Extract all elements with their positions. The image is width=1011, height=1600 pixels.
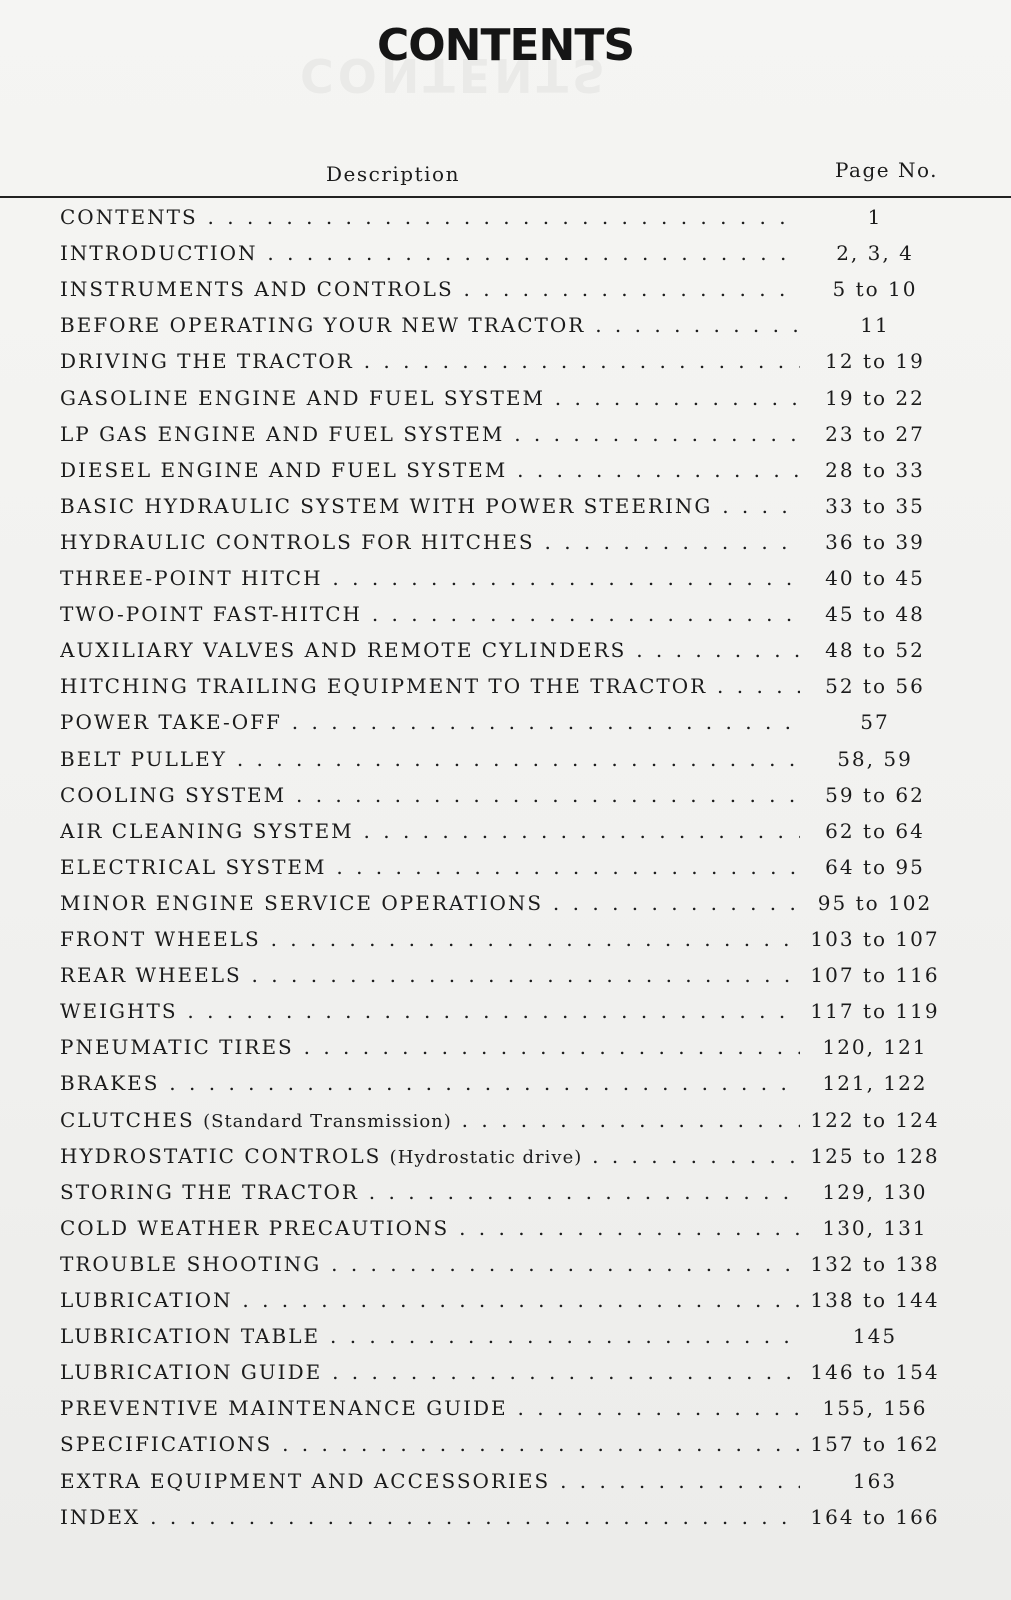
- toc-entry: [60, 525, 950, 559]
- toc-entry-title: [60, 602, 800, 626]
- toc-entry-pages: 132 to 138: [810, 1251, 940, 1276]
- toc-entry-title: [60, 999, 800, 1023]
- toc-entry-title: [60, 386, 800, 410]
- toc-entry-label: TROUBLE SHOOTING: [60, 1251, 322, 1276]
- toc-entry: [60, 489, 950, 523]
- toc-entry: [60, 922, 950, 956]
- toc-entry-pages: 120, 121: [822, 1035, 928, 1060]
- toc-entry-pages: 95 to 102: [817, 890, 933, 915]
- toc-entry-pages: 57: [860, 710, 890, 735]
- toc-entry-title: [60, 241, 800, 265]
- toc-entry-title: [60, 1324, 800, 1348]
- toc-entry-title: [60, 927, 800, 951]
- description-column-header: Description: [326, 162, 460, 186]
- toc-entry-title: [60, 1144, 800, 1168]
- toc-entry-pages: 1: [867, 205, 883, 229]
- toc-entry-label: CONTENTS: [60, 205, 198, 229]
- toc-entry-title: [60, 1252, 800, 1276]
- toc-entry-title: [60, 1432, 800, 1456]
- toc-entry-pages: 164 to 166: [810, 1504, 940, 1529]
- toc-entry-pages: 146 to 154: [810, 1360, 940, 1385]
- toc-entry: [60, 814, 950, 848]
- toc-entry-title: [60, 1288, 800, 1312]
- toc-entry-pages: 129, 130: [822, 1179, 928, 1204]
- toc-entry-title: [60, 458, 800, 482]
- toc-entry: [60, 1283, 950, 1317]
- toc-entry-title: [60, 1396, 800, 1420]
- toc-entry-label: LUBRICATION TABLE: [60, 1324, 321, 1349]
- toc-entry-label: ELECTRICAL SYSTEM: [60, 854, 327, 879]
- toc-entry-title: [60, 494, 800, 518]
- toc-entry: [60, 778, 950, 812]
- toc-entry-pages: 52 to 56: [825, 674, 925, 699]
- toc-entry-label: COLD WEATHER PRECAUTIONS: [60, 1215, 450, 1240]
- toc-entry-pages: 28 to 33: [825, 457, 925, 482]
- toc-entry-title: [60, 1360, 800, 1384]
- toc-entry: [60, 1427, 950, 1461]
- toc-entry: [60, 850, 950, 884]
- toc-entry-label: CLUTCHES: [60, 1107, 195, 1132]
- toc-entry-pages: 121, 122: [822, 1071, 928, 1096]
- toc-entry: [60, 705, 950, 739]
- toc-entry-pages: 107 to 116: [810, 963, 940, 988]
- toc-entry: [60, 958, 950, 992]
- toc-entry-note: (Hydrostatic drive): [389, 1146, 583, 1168]
- toc-entry: [60, 1319, 950, 1353]
- toc-entry: [60, 1500, 950, 1534]
- toc-entry-pages: 145: [852, 1324, 898, 1349]
- toc-entry: [60, 742, 950, 776]
- toc-entry-label: POWER TAKE-OFF: [60, 710, 282, 735]
- toc-entry-note: (Standard Transmission): [203, 1110, 452, 1132]
- toc-entry: [60, 200, 950, 234]
- toc-entry-pages: 33 to 35: [825, 493, 925, 518]
- toc-entry-label: REAR WHEELS: [60, 963, 242, 988]
- toc-entry-label: HYDRAULIC CONTROLS FOR HITCHES: [60, 529, 535, 554]
- toc-entry: [60, 669, 950, 703]
- toc-entry-pages: 40 to 45: [825, 566, 925, 590]
- toc-entry-pages: 2, 3, 4: [836, 241, 914, 266]
- toc-entry-label: BASIC HYDRAULIC SYSTEM WITH POWER STEERING: [60, 493, 713, 518]
- toc-entry-title: [60, 313, 800, 337]
- toc-entry-title: [60, 1469, 800, 1493]
- toc-entry-title: [60, 277, 800, 301]
- toc-entry-title: [60, 1505, 800, 1529]
- toc-entry: [60, 1211, 950, 1245]
- toc-entry: [60, 1175, 950, 1209]
- toc-entry-label: BELT PULLEY: [60, 746, 227, 771]
- toc-entry-title: [60, 422, 800, 446]
- toc-entry-label: PNEUMATIC TIRES: [60, 1035, 294, 1060]
- toc-entry-label: INDEX: [60, 1504, 141, 1529]
- toc-entry-label: BEFORE OPERATING YOUR NEW TRACTOR: [60, 313, 586, 338]
- toc-entry-pages: 163: [852, 1468, 898, 1493]
- toc-entry-title: [60, 566, 800, 590]
- header-divider: [0, 196, 1011, 198]
- toc-entry: [60, 272, 950, 306]
- toc-entry-pages: 45 to 48: [825, 602, 925, 627]
- toc-entry-title: [60, 674, 800, 698]
- toc-entry: [60, 344, 950, 378]
- page-number-column-header: Page No.: [835, 158, 939, 182]
- toc-entry-title: [60, 530, 800, 554]
- toc-entry-title: [60, 205, 800, 229]
- toc-entry-title: [60, 747, 800, 771]
- toc-entry: [60, 417, 950, 451]
- toc-entry-title: [60, 1108, 800, 1132]
- toc-entry-pages: 12 to 19: [825, 349, 925, 374]
- toc-entry-title: [60, 1071, 800, 1095]
- toc-entry-title: [60, 819, 800, 843]
- toc-entry-label: FRONT WHEELS: [60, 927, 261, 951]
- toc-entry-label: EXTRA EQUIPMENT AND ACCESSORIES: [60, 1468, 551, 1493]
- toc-entry-label: AIR CLEANING SYSTEM: [60, 818, 354, 843]
- toc-entry-pages: 58, 59: [837, 746, 913, 771]
- toc-entry-pages: 125 to 128: [810, 1143, 940, 1168]
- toc-entry: [60, 1066, 950, 1100]
- toc-entry-label: LP GAS ENGINE AND FUEL SYSTEM: [60, 421, 505, 446]
- toc-entry-title: [60, 1035, 800, 1059]
- toc-entry-title: [60, 710, 800, 734]
- toc-entry-label: HYDROSTATIC CONTROLS: [60, 1143, 382, 1168]
- toc-entry-pages: 19 to 22: [825, 385, 925, 410]
- toc-entry: [60, 1247, 950, 1281]
- toc-entry-title: [60, 1216, 800, 1240]
- toc-entry-label: INSTRUMENTS AND CONTROLS: [60, 277, 454, 302]
- toc-entry-pages: 117 to 119: [810, 999, 940, 1024]
- toc-entry-pages: 59 to 62: [825, 782, 925, 807]
- toc-entry-title: [60, 1180, 800, 1204]
- toc-entry-pages: 36 to 39: [825, 529, 925, 554]
- toc-entry-label: STORING THE TRACTOR: [60, 1179, 359, 1204]
- toc-entry: [60, 1103, 950, 1137]
- toc-entry-title: [60, 638, 800, 662]
- toc-entry: [60, 308, 950, 342]
- toc-entry: [60, 994, 950, 1028]
- toc-entry-label: TWO-POINT FAST-HITCH: [60, 602, 362, 627]
- toc-entry-label: HITCHING TRAILING EQUIPMENT TO THE TRACTOR: [60, 674, 708, 699]
- toc-entry: [60, 381, 950, 415]
- toc-entry: [60, 1391, 950, 1425]
- toc-entry-label: AUXILIARY VALVES AND REMOTE CYLINDERS: [60, 638, 627, 663]
- toc-entry-label: MINOR ENGINE SERVICE OPERATIONS: [60, 890, 544, 915]
- toc-entry-title: [60, 855, 800, 879]
- toc-entry-label: DIESEL ENGINE AND FUEL SYSTEM: [60, 457, 508, 482]
- toc-entry: [60, 886, 950, 920]
- toc-entry-pages: 103 to 107: [810, 927, 940, 951]
- page-title: CONTENTS: [376, 20, 635, 71]
- toc-entry-title: [60, 349, 800, 373]
- toc-entry-pages: 5 to 10: [832, 277, 918, 302]
- toc-entry: [60, 236, 950, 270]
- toc-entry-label: BRAKES: [60, 1071, 160, 1096]
- toc-entry-label: PREVENTIVE MAINTENANCE GUIDE: [60, 1396, 508, 1421]
- toc-entry-pages: 23 to 27: [825, 421, 925, 446]
- toc-entry: [60, 1139, 950, 1173]
- toc-entry: [60, 453, 950, 487]
- toc-entry-pages: 11: [860, 313, 890, 338]
- toc-entry-label: GASOLINE ENGINE AND FUEL SYSTEM: [60, 385, 545, 410]
- toc-entry: [60, 1355, 950, 1389]
- toc-entry-pages: 48 to 52: [825, 638, 925, 663]
- toc-entry-label: COOLING SYSTEM: [60, 782, 287, 807]
- toc-entry-title: [60, 891, 800, 915]
- toc-entry-pages: 155, 156: [822, 1396, 928, 1421]
- toc-entry: [60, 1464, 950, 1498]
- toc-entry-title: [60, 783, 800, 807]
- toc-entry: [60, 633, 950, 667]
- toc-entry-pages: 157 to 162: [810, 1432, 940, 1457]
- toc-entry-pages: 64 to 95: [825, 854, 925, 879]
- toc-entry-label: SPECIFICATIONS: [60, 1432, 273, 1457]
- toc-entry-label: WEIGHTS: [60, 999, 178, 1024]
- toc-entry-pages: 130, 131: [822, 1215, 928, 1240]
- toc-entry-pages: 122 to 124: [810, 1107, 940, 1132]
- toc-entry-label: THREE-POINT HITCH: [60, 566, 323, 590]
- toc-entry-label: LUBRICATION: [60, 1288, 233, 1312]
- toc-entry-pages: 138 to 144: [810, 1288, 940, 1312]
- toc-entry-label: INTRODUCTION: [60, 241, 258, 266]
- toc-entry: [60, 1030, 950, 1064]
- toc-entry-title: [60, 963, 800, 987]
- toc-entry-pages: 62 to 64: [825, 818, 925, 843]
- toc-entry: [60, 561, 950, 595]
- toc-entry-label: LUBRICATION GUIDE: [60, 1360, 323, 1385]
- toc-entry: [60, 597, 950, 631]
- toc-entry-label: DRIVING THE TRACTOR: [60, 349, 354, 374]
